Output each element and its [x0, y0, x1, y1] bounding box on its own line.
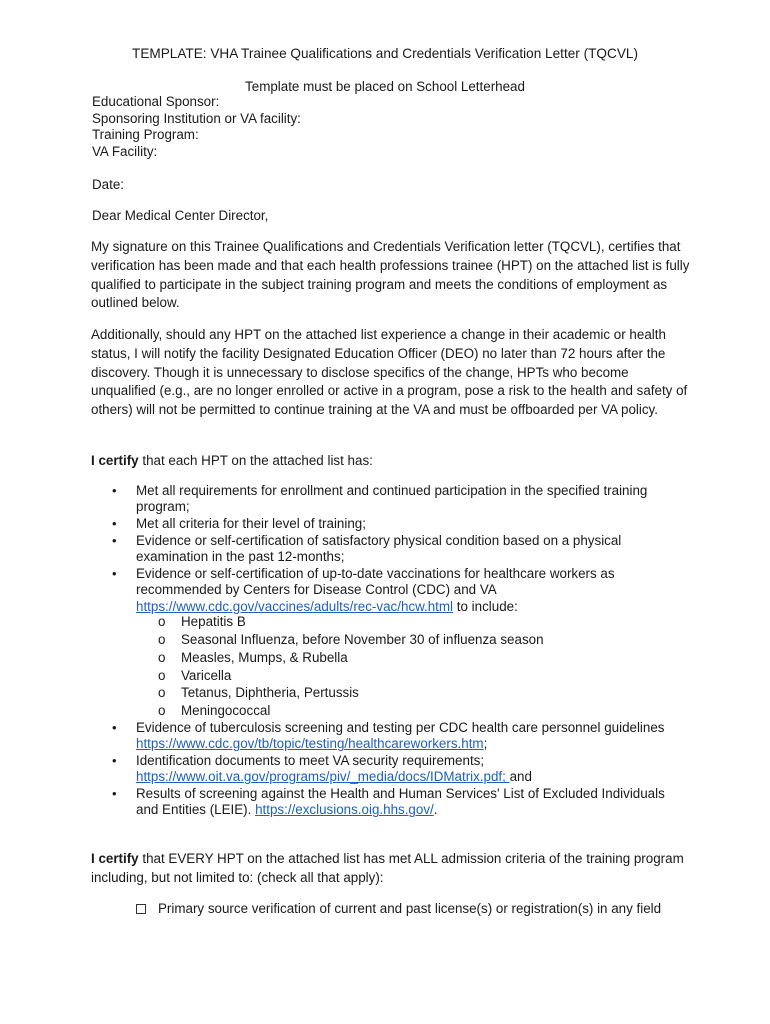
va-idmatrix-link[interactable]: https://www.oit.va.gov/programs/piv/_media/docs/IDMatrix.pdf; [136, 769, 510, 785]
paragraph-signature: My signature on this Trainee Qualifications and Credentials Verification letter (TQCVL), certifies that verification has been made and that each health professions trainee (HPT) on the attached list is fully qualified to participate in the subject training program and meets the conditions of employment as outlined below. [91, 239, 690, 311]
cdc-tb-link[interactable]: https://www.cdc.gov/tb/topic/testing/healthcareworkers.htm [136, 736, 484, 752]
list-item: o Meningococcal [158, 703, 271, 718]
list-item: • Evidence or self-certification of up-to-date vaccinations for healthcare workers as recommended by Centers for Disease Control (CDC) and VA https://www.cdc.gov/vaccines/adults/rec-vac/hcw.html to include: [112, 566, 615, 614]
training-program-label: Training Program: [92, 127, 199, 142]
list-item: • Results of screening against the Health and Human Services' List of Excluded Individuals and Entities (LEIE). https://exclusions.oig.hhs.gov/. [112, 786, 665, 818]
document-title: TEMPLATE: VHA Trainee Qualifications and Credentials Verification Letter (TQCVL) [132, 46, 638, 61]
bullet-icon: • [112, 516, 117, 531]
circle-bullet-icon: o [158, 703, 166, 718]
letterhead-note: Template must be placed on School Letterhead [245, 79, 525, 94]
educational-sponsor-label: Educational Sponsor: [92, 94, 220, 109]
certify-statement-2 [91, 850, 691, 888]
certify-bold: I certify [91, 453, 139, 468]
list-item: • Identification documents to meet VA security requirements; https://www.oit.va.gov/programs/piv/_media/docs/IDMatrix.pdf; and [112, 753, 532, 785]
list-item: • Met all requirements for enrollment and continued participation in the specified training program; [112, 483, 648, 515]
circle-bullet-icon: o [158, 685, 166, 700]
list-item: o Measles, Mumps, & Rubella [158, 650, 348, 665]
salutation: Dear Medical Center Director, [92, 208, 269, 223]
list-item: • Evidence of tuberculosis screening and testing per CDC health care personnel guidelines https://www.cdc.gov/tb/topic/testing/healthcareworkers.htm; [112, 720, 665, 752]
certify-text: that each HPT on the attached list has: [138, 453, 373, 468]
circle-bullet-icon: o [158, 650, 166, 665]
list-item: • Evidence or self-certification of satisfactory physical condition based on a physical examination in the past 12-months; [112, 533, 622, 565]
checklist-item-label: Primary source verification of current and past license(s) or registration(s) in any field [158, 901, 662, 916]
bullet-icon: • [112, 753, 117, 768]
bullet-icon: • [112, 533, 117, 548]
list-item: • Met all criteria for their level of training; [112, 516, 366, 531]
bullet-icon: • [112, 786, 117, 801]
paragraph-notification: Additionally, should any HPT on the attached list experience a change in their academic or health status, I will notify the facility Designated Education Officer (DEO) no later than 72 hours after the discovery. Though it is unnecessary to disclose specifics of the change, HPTs who become unqualified (e.g., are no longer enrolled or active in a program, pose a risk to the health and safety of others) will not be permitted to continue training at the VA and must be offboarded per VA policy. [91, 327, 688, 418]
list-item: o Tetanus, Diphtheria, Pertussis [158, 685, 359, 700]
cdc-vaccines-link[interactable]: https://www.cdc.gov/vaccines/adults/rec-vac/hcw.html [136, 598, 454, 614]
va-facility-label: VA Facility: [92, 143, 158, 159]
checkbox-icon[interactable] [136, 904, 146, 914]
list-item: o Seasonal Influenza, before November 30 of influenza season [158, 632, 544, 647]
bullet-icon: • [112, 566, 117, 581]
certify-text: that EVERY HPT on the attached list has met ALL admission criteria of the training program including, but not limited to: (check all that apply): [91, 851, 684, 885]
date-label: Date: [92, 177, 125, 192]
circle-bullet-icon: o [158, 614, 166, 629]
circle-bullet-icon: o [158, 632, 166, 647]
leie-exclusions-link[interactable]: https://exclusions.oig.hhs.gov/ [255, 802, 434, 818]
certify-bold: I certify [91, 851, 139, 866]
list-item: o Hepatitis B [158, 614, 246, 629]
certify-statement-1 [91, 452, 691, 471]
checklist-item[interactable] [158, 901, 718, 916]
circle-bullet-icon: o [158, 668, 166, 683]
sponsoring-institution-label: Sponsoring Institution or VA facility: [92, 110, 301, 126]
header-fields [92, 94, 301, 160]
bullet-icon: • [112, 483, 117, 498]
list-item: o Varicella [158, 668, 232, 683]
bullet-icon: • [112, 720, 117, 735]
